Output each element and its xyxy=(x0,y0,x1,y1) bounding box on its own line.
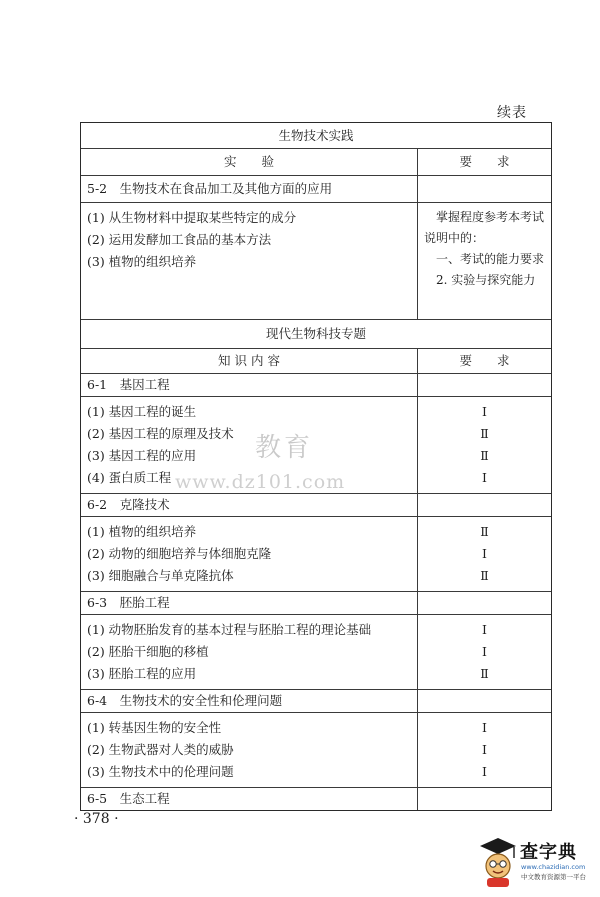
item-text: (2) 基因工程的原理及技术 xyxy=(87,426,234,441)
req-level: Ⅰ xyxy=(482,470,487,485)
req-level: Ⅰ xyxy=(482,404,487,419)
req-level: Ⅱ xyxy=(480,666,489,681)
items-list xyxy=(81,615,418,689)
section1-items-row xyxy=(81,202,551,319)
req-level: Ⅰ xyxy=(482,720,487,735)
item-text: (4) 蛋白质工程 xyxy=(87,470,172,485)
item-text: (3) 基因工程的应用 xyxy=(87,448,197,463)
logo-title: 查字典 xyxy=(520,842,577,863)
item-text: (3) 生物技术中的伦理问题 xyxy=(87,764,234,779)
req-level: Ⅱ xyxy=(480,524,489,539)
page-number: · 378 · xyxy=(74,811,119,827)
topic-row xyxy=(81,787,551,810)
items-req xyxy=(418,397,551,493)
items-row xyxy=(81,516,551,591)
topic-label: 6-2 克隆技术 xyxy=(81,494,418,516)
section1-header-row xyxy=(81,148,551,175)
section-title-row xyxy=(81,123,551,148)
watermark-url: www.dz101.com xyxy=(175,471,346,493)
items-req xyxy=(418,517,551,591)
continued-label: 续表 xyxy=(497,105,527,121)
items-req xyxy=(418,713,551,787)
req-level: Ⅱ xyxy=(480,448,489,463)
topic-label: 6-5 生态工程 xyxy=(81,788,418,810)
section1-item: (2) 运用发酵加工食品的基本方法 xyxy=(87,232,272,247)
req-level: Ⅱ xyxy=(480,568,489,583)
req-level: Ⅰ xyxy=(482,742,487,757)
item-text: (2) 生物武器对人类的威胁 xyxy=(87,742,234,757)
section1-item: (3) 植物的组织培养 xyxy=(87,254,197,269)
topic-req xyxy=(418,494,551,516)
topic-label: 6-4 生物技术的安全性和伦理问题 xyxy=(81,690,418,712)
section1-item: (1) 从生物材料中提取某些特定的成分 xyxy=(87,210,297,225)
items-list xyxy=(81,517,418,591)
watermark-text: 教育 xyxy=(255,433,314,463)
section2-title: 现代生物科技专题 xyxy=(265,326,366,341)
topic-req xyxy=(418,690,551,712)
items-list xyxy=(81,713,418,787)
section1-topic-row xyxy=(81,175,551,202)
section2-header-row xyxy=(81,348,551,373)
item-text: (1) 基因工程的诞生 xyxy=(87,404,197,419)
topic-row xyxy=(81,493,551,516)
item-text: (3) 胚胎工程的应用 xyxy=(87,666,197,681)
section1-col-right: 要 求 xyxy=(459,154,510,169)
mascot-icon xyxy=(478,836,518,888)
topic-req xyxy=(418,788,551,810)
section2-col-right: 要 求 xyxy=(459,353,510,368)
req-level: Ⅰ xyxy=(482,644,487,659)
items-row xyxy=(81,614,551,689)
req-level: Ⅰ xyxy=(482,622,487,637)
logo-url: www.chazidian.com xyxy=(521,863,586,871)
section1-items xyxy=(81,203,418,319)
topic-label: 6-3 胚胎工程 xyxy=(81,592,418,614)
topic-req xyxy=(418,592,551,614)
topic-req xyxy=(418,374,551,396)
topic-row xyxy=(81,373,551,396)
section1-col-left: 实 验 xyxy=(81,149,418,175)
item-text: (1) 转基因生物的安全性 xyxy=(87,720,222,735)
items-row xyxy=(81,712,551,787)
section1-note: 掌握程度参考本考试说明中的： 一、考试的能力要求 2. 实验与探究能力 xyxy=(424,210,545,287)
section1-topic: 5-2 生物技术在食品加工及其他方面的应用 xyxy=(81,176,418,202)
section1-topic-req xyxy=(418,176,551,202)
section2-col-left: 知 识 内 容 xyxy=(81,349,418,373)
req-level: Ⅰ xyxy=(482,764,487,779)
section1-title: 生物技术实践 xyxy=(278,128,354,143)
item-text: (2) 胚胎干细胞的移植 xyxy=(87,644,209,659)
item-text: (3) 细胞融合与单克隆抗体 xyxy=(87,568,234,583)
requirements-table xyxy=(80,122,552,811)
req-level: Ⅰ xyxy=(482,546,487,561)
topic-row xyxy=(81,689,551,712)
item-text: (1) 动物胚胎发育的基本过程与胚胎工程的理论基础 xyxy=(87,622,372,637)
topic-row xyxy=(81,591,551,614)
site-logo xyxy=(478,832,596,894)
logo-slogan: 中文教育资源第一平台 xyxy=(521,873,586,881)
req-level: Ⅱ xyxy=(480,426,489,441)
section-title-row xyxy=(81,319,551,348)
item-text: (1) 植物的组织培养 xyxy=(87,524,197,539)
topic-label: 6-1 基因工程 xyxy=(81,374,418,396)
items-req xyxy=(418,615,551,689)
item-text: (2) 动物的细胞培养与体细胞克隆 xyxy=(87,546,272,561)
